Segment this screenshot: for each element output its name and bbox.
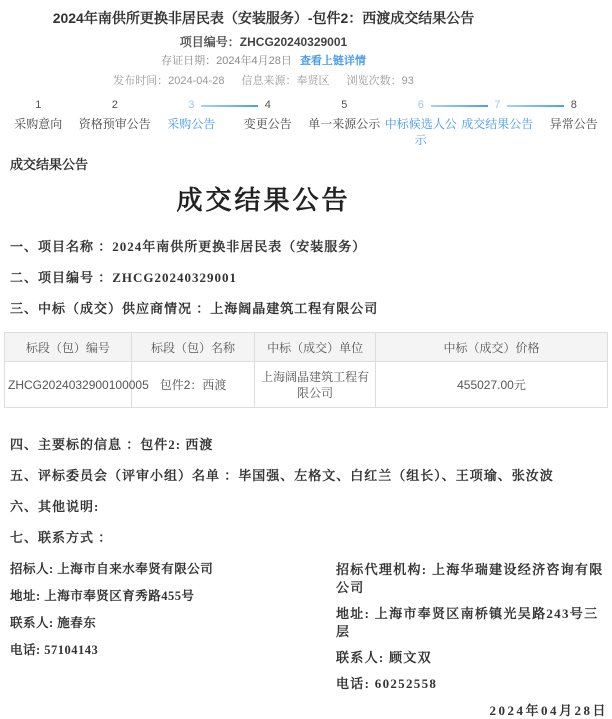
step-change-announcement[interactable]	[230, 98, 307, 148]
agency-phone: 电话: 60252558	[336, 675, 612, 693]
header-lot-code: 标段（包）编号	[5, 333, 132, 362]
step-prequalification[interactable]	[77, 98, 154, 148]
agency-address: 地址: 上海市奉贤区南桥镇光吴路243号三层	[336, 605, 612, 641]
header-lot-name: 标段（包）名称	[131, 333, 255, 362]
agency-name: 招标代理机构: 上海华瑞建设经济咨询有限公司	[336, 561, 612, 597]
tenderer-name: 招标人: 上海市自来水奉贤有限公司	[10, 561, 336, 577]
step-number: 1	[0, 98, 77, 112]
view-chain-details-link[interactable]: 查看上链详情	[300, 55, 366, 67]
step-label: 资格预审公告	[77, 116, 154, 132]
header-winning-unit: 中标（成交）单位	[255, 333, 376, 362]
view-count: 浏览次数：93	[347, 75, 414, 87]
deposit-date-value: 2024年4月28日	[216, 55, 292, 67]
step-number: 6	[383, 98, 460, 112]
step-abnormal-announcement[interactable]	[536, 98, 612, 148]
step-label: 异常公告	[536, 116, 612, 132]
step-number: 3	[153, 98, 230, 112]
paragraph-other-notes: 六、其他说明:	[0, 499, 612, 515]
contact-section	[0, 561, 612, 701]
step-label: 变更公告	[230, 116, 307, 132]
publish-info-row	[0, 73, 527, 89]
document-body	[0, 184, 612, 719]
tenderer-contact-person: 联系人: 施春东	[10, 615, 336, 631]
paragraph-project-number: 二、项目编号 ：ZHCG20240329001	[0, 270, 612, 286]
step-label: 中标候选人公示	[383, 116, 460, 148]
cell-winning-unit: 上海阔晶建筑工程有限公司	[255, 362, 376, 408]
step-number: 5	[306, 98, 383, 112]
agency-contact-block	[336, 561, 612, 701]
breadcrumb: 成交结果公告	[10, 156, 612, 174]
step-number: 4	[230, 98, 307, 112]
step-label: 采购公告	[153, 116, 230, 132]
step-label: 成交结果公告	[459, 116, 536, 132]
agency-contact-person: 联系人: 顾文双	[336, 649, 612, 667]
document-date: 2024年04月28日	[0, 703, 612, 719]
page-header	[0, 0, 527, 89]
announcement-type-steps	[0, 98, 612, 148]
step-number: 7	[459, 98, 536, 112]
project-number-row	[0, 34, 527, 50]
project-number-value: ZHCG20240329001	[240, 35, 347, 49]
step-number: 2	[77, 98, 154, 112]
paragraph-project-name: 一、项目名称 ：2024年南供所更换非居民表（安装服务）	[0, 239, 612, 255]
paragraph-contact-heading: 七、联系方式 ：	[0, 530, 612, 546]
award-result-table	[4, 332, 608, 408]
step-single-source[interactable]	[306, 98, 383, 148]
paragraph-evaluation-committee: 五、评标委员会（评审小组）名单 ：毕国强、左格文、白红兰（组长）、王项瑜、张汝波	[0, 468, 612, 484]
header-winning-price: 中标（成交）价格	[375, 333, 607, 362]
step-procurement-announcement[interactable]	[153, 98, 230, 148]
step-candidate-publicity[interactable]	[383, 98, 460, 148]
tenderer-address: 地址: 上海市奉贤区育秀路455号	[10, 588, 336, 604]
step-label: 采购意向	[0, 116, 77, 132]
cell-lot-code: ZHCG2024032900100005	[5, 362, 132, 408]
table-header-row	[5, 333, 608, 362]
deposit-row	[0, 53, 527, 69]
publish-time: 发布时间：2024-04-28	[113, 75, 224, 87]
info-source: 信息来源：奉贤区	[242, 75, 330, 87]
tenderer-contact-block	[0, 561, 336, 701]
paragraph-subject-info: 四、主要标的信息 ：包件2: 西渡	[0, 437, 612, 453]
deposit-date-label: 存证日期：	[161, 55, 216, 67]
document-title: 成交结果公告	[0, 184, 527, 218]
project-number-label: 项目编号：	[180, 35, 240, 49]
step-number: 8	[536, 98, 612, 112]
paragraph-winning-supplier: 三、中标（成交）供应商情况 ：上海阔晶建筑工程有限公司	[0, 301, 612, 317]
tenderer-phone: 电话: 57104143	[10, 642, 336, 658]
table-row	[5, 362, 608, 408]
cell-winning-price: 455027.00元	[375, 362, 607, 408]
page-title: 2024年南供所更换非居民表（安装服务）-包件2：西渡成交结果公告	[0, 9, 527, 28]
step-result-announcement[interactable]	[459, 98, 536, 148]
step-label: 单一来源公示	[306, 116, 383, 132]
step-procurement-intent[interactable]	[0, 98, 77, 148]
cell-lot-name: 包件2：西渡	[131, 362, 255, 408]
